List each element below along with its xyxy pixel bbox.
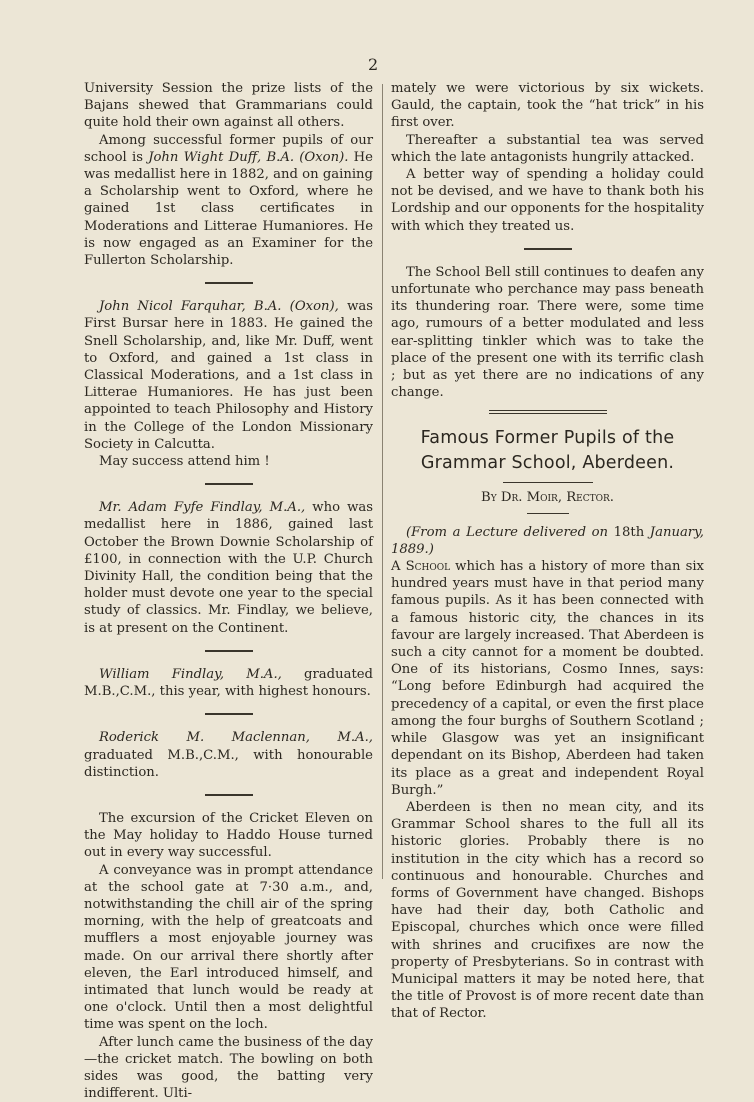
heading-rule xyxy=(503,482,593,483)
right-column xyxy=(391,80,704,1023)
paragraph-aberdeen: Aberdeen is then no mean city, and its Grammar School shares to the full all its historic glories. Probably there is no institution in the city which has a record so continuous and honourable. Churches and forms of Government have changed. Bishops have had their day, both Catholic and Episcopal, churches which once were filled with shrines and crucifixes are now the property of Presbyterians. So in contrast with Municipal matters it may be noted here, that the title of Provost is of more recent date than that of Rector. xyxy=(391,799,704,1022)
column-divider xyxy=(382,84,383,879)
paragraph-wish: May success attend him ! xyxy=(99,454,270,470)
paragraph-findlay-adam: Mr. Adam Fyfe Findlay, M.A., who was medallist here in 1886, gained last October the Brown Downie Scholarship of £100, in connection with the U.P. Church Divinity Hall, the condition being that the holder must devote one year to the special study of classics. Mr. Findlay, we believe, is at present on the Continent. xyxy=(84,500,373,636)
name-farquhar: John Nicol Farquhar, B.A. (Oxon), xyxy=(99,299,339,315)
left-column xyxy=(84,80,373,1102)
name-duff: John Wight Duff, B.A. (Oxon). xyxy=(148,149,349,165)
paragraph-history: A School which has a history of more than six hundred years must have in that period many famous pupils. As it has been connected with a famous historic city, the chances in its favour are largely increased. That Aberdeen is such a city cannot for a moment be doubted. One of its historians, Cosmo Innes, says: “Long before Edinburgh had acquired the precedency of a capital, or even the first place among the four burghs of Southern Scotland ; while Glasgow was yet an insignificant dependant on its Bishop, Aberdeen had taken its place as a great and independent Royal Burgh.” xyxy=(391,559,704,798)
name-william-findlay: William Findlay, M.A., xyxy=(99,666,282,682)
section-rule xyxy=(205,282,253,284)
paragraph-findlay-william: William Findlay, M.A., graduated M.B.,C.M., this year, with highest honours. xyxy=(84,666,373,700)
paragraph-farquhar: John Nicol Farquhar, B.A. (Oxon), was First Bursar here in 1883. He gained the Snell Scholarship, and, like Mr. Duff, went to Oxford, and gained a 1st class in Classical Moderations, and a 1st class in Litterae Humaniores. He has just been appointed to teach Philosophy and History in the College of the London Missionary Society in Calcutta. xyxy=(84,299,373,452)
section-rule xyxy=(524,248,572,250)
paragraph-cricket-excursion: The excursion of the Cricket Eleven on the May holiday to Haddo House turned out in every way successful. xyxy=(84,810,373,861)
section-rule xyxy=(205,483,253,485)
byline: By Dr. Moir, Rector. xyxy=(481,490,614,506)
paragraph-victory: mately we were victorious by six wickets. Gauld, the captain, took the “hat trick” in his first over. xyxy=(391,81,704,131)
lecture-source: (From a Lecture delivered on 18th January, 1889.) xyxy=(391,524,704,557)
section-rule xyxy=(205,794,253,796)
double-rule xyxy=(489,410,607,414)
section-rule xyxy=(205,650,253,652)
paragraph-maclennan: Roderick M. Maclennan, M.A., graduated M.B.,C.M., with honourable distinction. xyxy=(84,730,373,780)
paragraph-duff: Among successful former pupils of our school is John Wight Duff, B.A. (Oxon). He was medallist here in 1882, and on gaining a Scholarship went to Oxford, where he gained 1st class certificates in Moderations and Litterae Humaniores. He is now engaged as an Examiner for the Fullerton Scholarship. xyxy=(84,132,373,269)
name-adam-findlay: Mr. Adam Fyfe Findlay, M.A., xyxy=(99,500,306,516)
name-maclennan: Roderick M. Maclennan, M.A., xyxy=(99,730,373,746)
paragraph-tea: Thereafter a substantial tea was served which the late antagonists hungrily attacked. xyxy=(391,132,704,165)
paragraph-lunch: After lunch came the business of the day—the cricket match. The bowling on both sides was good, the batting very indifferent. Ulti- xyxy=(84,1034,373,1102)
article-heading: Famous Former Pupils of the Grammar School, Aberdeen. xyxy=(420,428,675,474)
paragraph-conveyance: A conveyance was in prompt attendance at the school gate at 7·30 a.m., and, notwithstanding the chill air of the spring morning, with the help of greatcoats and mufflers a most enjoyable journey was made. On our arrival there shortly after eleven, the Earl introduced himself, and intimated that lunch would be ready at one o'clock. Until then a most delightful time was spent on the loch. xyxy=(84,862,373,1033)
byline-rule xyxy=(527,513,569,514)
paragraph-bajans: University Session the prize lists of the Bajans shewed that Grammarians could quite hold their own against all others. xyxy=(84,81,373,131)
section-rule xyxy=(205,713,253,715)
paragraph-school-bell: The School Bell still continues to deafen any unfortunate who perchance may pass beneath its thundering roar. There were, some time ago, rumours of a better modulated and less ear-splitting tinkler which was to take the place of the present one with its terrific clash ; but as yet there are no indications of any change. xyxy=(391,264,704,401)
page-number: 2 xyxy=(368,55,379,74)
paragraph-holiday: A better way of spending a holiday could not be devised, and we have to thank both his Lordship and our opponents for the hospitality with which they treated us. xyxy=(391,167,704,234)
